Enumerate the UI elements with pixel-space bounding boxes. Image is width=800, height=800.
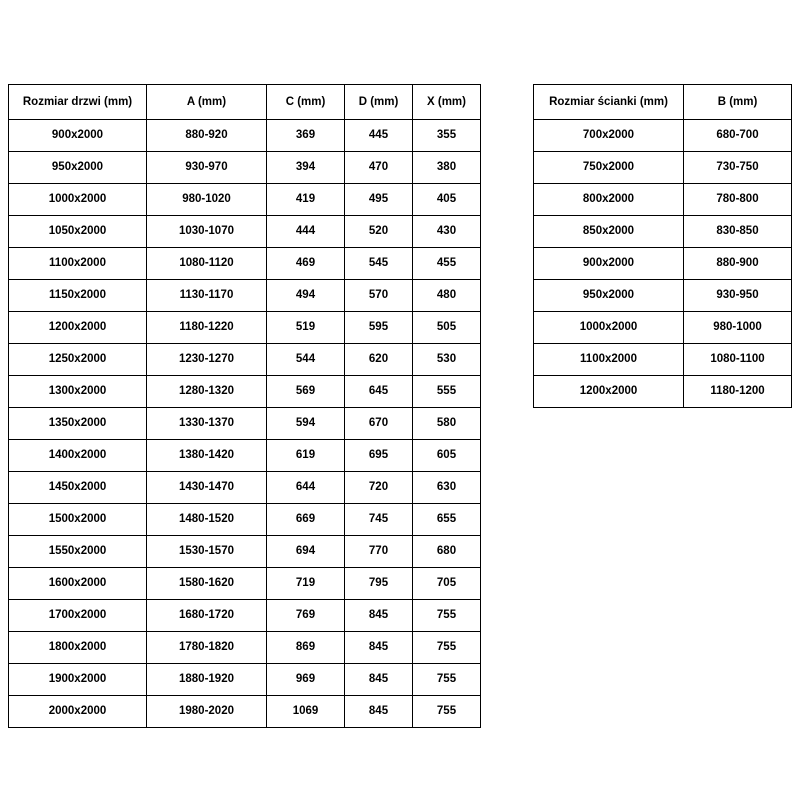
cell-x: 605 [413, 440, 481, 472]
table-row [9, 504, 481, 536]
cell-door-size: 1250x2000 [9, 344, 147, 376]
table-row [9, 344, 481, 376]
cell-x: 755 [413, 696, 481, 728]
cell-a: 1330-1370 [147, 408, 267, 440]
cell-x: 355 [413, 120, 481, 152]
cell-a: 880-920 [147, 120, 267, 152]
cell-wall-size: 1000x2000 [534, 312, 684, 344]
table-row [534, 376, 792, 408]
table-row [9, 248, 481, 280]
cell-wall-size: 850x2000 [534, 216, 684, 248]
cell-c: 469 [267, 248, 345, 280]
cell-a: 1280-1320 [147, 376, 267, 408]
cell-d: 645 [345, 376, 413, 408]
cell-x: 680 [413, 536, 481, 568]
column-header-door-size: Rozmiar drzwi (mm) [9, 85, 147, 120]
walls-size-table [533, 84, 792, 408]
cell-door-size: 1600x2000 [9, 568, 147, 600]
cell-c: 644 [267, 472, 345, 504]
cell-d: 770 [345, 536, 413, 568]
cell-d: 795 [345, 568, 413, 600]
cell-door-size: 1150x2000 [9, 280, 147, 312]
cell-a: 930-970 [147, 152, 267, 184]
table-row [9, 568, 481, 600]
doors-table-body [9, 120, 481, 728]
cell-c: 394 [267, 152, 345, 184]
column-header-d: D (mm) [345, 85, 413, 120]
table-header-row [534, 85, 792, 120]
cell-x: 755 [413, 632, 481, 664]
cell-door-size: 1700x2000 [9, 600, 147, 632]
table-row [9, 440, 481, 472]
walls-table-head [534, 85, 792, 120]
cell-a: 1880-1920 [147, 664, 267, 696]
cell-d: 845 [345, 696, 413, 728]
cell-x: 630 [413, 472, 481, 504]
table-row [534, 344, 792, 376]
table-row [534, 280, 792, 312]
cell-door-size: 1900x2000 [9, 664, 147, 696]
cell-x: 455 [413, 248, 481, 280]
cell-door-size: 1000x2000 [9, 184, 147, 216]
walls-size-table-container [533, 84, 792, 408]
cell-a: 1180-1220 [147, 312, 267, 344]
cell-wall-size: 1100x2000 [534, 344, 684, 376]
table-row [9, 280, 481, 312]
cell-b: 880-900 [684, 248, 792, 280]
cell-x: 705 [413, 568, 481, 600]
cell-x: 755 [413, 600, 481, 632]
table-row [534, 152, 792, 184]
table-row [9, 376, 481, 408]
cell-a: 1480-1520 [147, 504, 267, 536]
cell-b: 930-950 [684, 280, 792, 312]
cell-d: 520 [345, 216, 413, 248]
cell-x: 480 [413, 280, 481, 312]
cell-d: 445 [345, 120, 413, 152]
walls-table-body [534, 120, 792, 408]
table-row [9, 312, 481, 344]
cell-c: 769 [267, 600, 345, 632]
cell-d: 695 [345, 440, 413, 472]
cell-c: 719 [267, 568, 345, 600]
table-row [534, 248, 792, 280]
doors-size-table [8, 84, 481, 728]
table-row [534, 120, 792, 152]
cell-c: 444 [267, 216, 345, 248]
cell-b: 780-800 [684, 184, 792, 216]
cell-door-size: 950x2000 [9, 152, 147, 184]
cell-a: 1580-1620 [147, 568, 267, 600]
cell-wall-size: 800x2000 [534, 184, 684, 216]
cell-a: 1780-1820 [147, 632, 267, 664]
table-row [9, 184, 481, 216]
cell-c: 544 [267, 344, 345, 376]
cell-wall-size: 1200x2000 [534, 376, 684, 408]
cell-a: 1030-1070 [147, 216, 267, 248]
doors-size-table-container [8, 84, 481, 728]
table-row [534, 312, 792, 344]
table-row [9, 536, 481, 568]
cell-a: 1130-1170 [147, 280, 267, 312]
cell-d: 745 [345, 504, 413, 536]
cell-b: 980-1000 [684, 312, 792, 344]
cell-door-size: 1350x2000 [9, 408, 147, 440]
cell-a: 1230-1270 [147, 344, 267, 376]
table-row [534, 216, 792, 248]
cell-c: 419 [267, 184, 345, 216]
cell-a: 1430-1470 [147, 472, 267, 504]
cell-a: 1680-1720 [147, 600, 267, 632]
cell-c: 1069 [267, 696, 345, 728]
cell-d: 470 [345, 152, 413, 184]
cell-x: 530 [413, 344, 481, 376]
cell-x: 380 [413, 152, 481, 184]
cell-x: 430 [413, 216, 481, 248]
cell-door-size: 1050x2000 [9, 216, 147, 248]
cell-d: 595 [345, 312, 413, 344]
cell-door-size: 1550x2000 [9, 536, 147, 568]
column-header-wall-size: Rozmiar ścianki (mm) [534, 85, 684, 120]
table-row [9, 152, 481, 184]
cell-a: 1530-1570 [147, 536, 267, 568]
cell-c: 494 [267, 280, 345, 312]
table-row [9, 664, 481, 696]
cell-door-size: 1450x2000 [9, 472, 147, 504]
cell-a: 1980-2020 [147, 696, 267, 728]
table-row [9, 632, 481, 664]
cell-d: 545 [345, 248, 413, 280]
cell-a: 980-1020 [147, 184, 267, 216]
cell-d: 720 [345, 472, 413, 504]
cell-c: 369 [267, 120, 345, 152]
cell-door-size: 1400x2000 [9, 440, 147, 472]
cell-door-size: 1800x2000 [9, 632, 147, 664]
cell-c: 519 [267, 312, 345, 344]
cell-c: 969 [267, 664, 345, 696]
cell-c: 619 [267, 440, 345, 472]
column-header-a: A (mm) [147, 85, 267, 120]
cell-wall-size: 950x2000 [534, 280, 684, 312]
cell-x: 505 [413, 312, 481, 344]
cell-wall-size: 750x2000 [534, 152, 684, 184]
cell-b: 830-850 [684, 216, 792, 248]
cell-door-size: 2000x2000 [9, 696, 147, 728]
cell-c: 694 [267, 536, 345, 568]
cell-door-size: 900x2000 [9, 120, 147, 152]
cell-a: 1380-1420 [147, 440, 267, 472]
cell-door-size: 1500x2000 [9, 504, 147, 536]
cell-b: 680-700 [684, 120, 792, 152]
cell-wall-size: 700x2000 [534, 120, 684, 152]
cell-b: 1080-1100 [684, 344, 792, 376]
cell-d: 495 [345, 184, 413, 216]
table-header-row [9, 85, 481, 120]
table-row [9, 472, 481, 504]
cell-d: 670 [345, 408, 413, 440]
column-header-c: C (mm) [267, 85, 345, 120]
table-row [9, 120, 481, 152]
cell-a: 1080-1120 [147, 248, 267, 280]
table-row [9, 216, 481, 248]
cell-wall-size: 900x2000 [534, 248, 684, 280]
column-header-b: B (mm) [684, 85, 792, 120]
cell-d: 845 [345, 632, 413, 664]
cell-c: 569 [267, 376, 345, 408]
column-header-x: X (mm) [413, 85, 481, 120]
cell-door-size: 1100x2000 [9, 248, 147, 280]
table-row [9, 600, 481, 632]
cell-x: 655 [413, 504, 481, 536]
doors-table-head [9, 85, 481, 120]
cell-x: 755 [413, 664, 481, 696]
cell-door-size: 1200x2000 [9, 312, 147, 344]
cell-door-size: 1300x2000 [9, 376, 147, 408]
cell-d: 845 [345, 664, 413, 696]
cell-c: 594 [267, 408, 345, 440]
cell-d: 570 [345, 280, 413, 312]
cell-c: 669 [267, 504, 345, 536]
table-row [9, 408, 481, 440]
cell-x: 580 [413, 408, 481, 440]
cell-b: 730-750 [684, 152, 792, 184]
cell-c: 869 [267, 632, 345, 664]
cell-x: 405 [413, 184, 481, 216]
cell-d: 845 [345, 600, 413, 632]
table-row [9, 696, 481, 728]
cell-d: 620 [345, 344, 413, 376]
cell-x: 555 [413, 376, 481, 408]
table-row [534, 184, 792, 216]
cell-b: 1180-1200 [684, 376, 792, 408]
